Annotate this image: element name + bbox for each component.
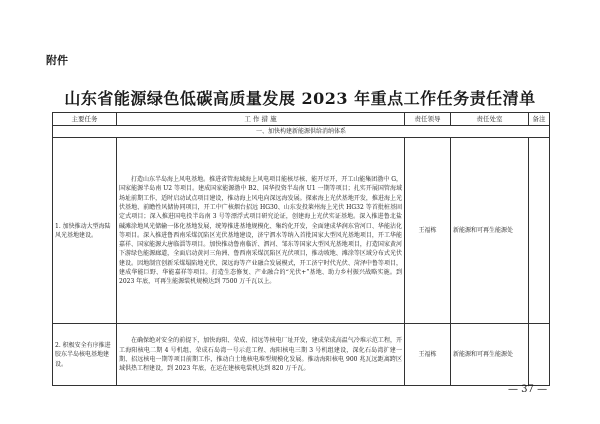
section-title: 一、加快构建新能源供给消纳体系 xyxy=(53,126,550,138)
note-cell xyxy=(529,324,550,386)
task-cell: 2. 积极安全有序推进胶东半岛核电基地建设。 xyxy=(53,324,117,386)
table-header-row xyxy=(53,113,550,126)
measure-cell: 在确保绝对安全的前提下，加快海阳、荣成、招远等核电厂址开发，建成荣成高温气冷堆示范工程，开工海阳核电二期 4 号机组、荣成石岛湾一号示范工程、海阳核电三期 3 号机组建设，深化石岛湾扩建一期、招远核电一期等项目前期工作，推动白土地核电堆型规模化发展。推动海阳核电 900 兆瓦远距离跨区域供热工程建设，到 2023 年底，在运在建核电装机达到 820 万千瓦。 xyxy=(117,324,405,386)
header-task: 主要任务 xyxy=(53,113,117,126)
leader-cell: 王福栋 xyxy=(405,138,451,324)
document-title: 山东省能源绿色低碳高质量发展 2023 年重点工作任务责任清单 xyxy=(64,89,536,108)
note-cell xyxy=(529,138,550,324)
header-note: 备注 xyxy=(529,113,550,126)
header-leader: 责任领导 xyxy=(405,113,451,126)
attachment-label: 附件 xyxy=(46,54,68,67)
leader-cell: 王福栋 xyxy=(405,324,451,386)
responsibility-table xyxy=(52,112,550,386)
table-row xyxy=(53,138,550,324)
section-row xyxy=(53,126,550,138)
office-cell: 新能源和可再生能源处 xyxy=(451,324,529,386)
table-row xyxy=(53,324,550,386)
office-cell: 新能源和可再生能源处 xyxy=(451,138,529,324)
page-number: — 37 — xyxy=(508,384,548,395)
header-measure: 工 作 措 施 xyxy=(117,113,405,126)
measure-cell: 打造山东半岛海上风电基地。推进省管海域海上风电项目能核尽核、能开尽开，开工山能集团渤中 G，国家能源半岛南 U2 等项目。建成国家能源渤中 B2、国华投资半岛南 U1 一期等项目；扎实开展国管海域场址前期工作，适时启动试点项目建设，推动海上风电向深远海发展。探索海上光伏基地开发，推进海上光伏基地、前瞻性风储协同项目，开工中广核烟台招远 HG30、山东发投莱州海上光伏 HG32 等首批桩基固定式项目；深入推进国电投半岛南 3 号等漂浮式项目研究论证，创建海上光伏实证基地。深入推进鲁北盐碱滩涂地风光储输一体化基地发展，统筹推进基地规模化、集约化开发，全面建成华润东营河口、华能沾化等项目。深入推进鲁西南采煤沉陷区光伏基地建设，济宁泗水等纳入首批国家大型风光基地项目，开工华能嘉祥、国家能源大唐临淄等项目。加快推动鲁南临沂、泗河、邹东等国家大型风光基地项目，打造国家黄河下游绿色能源廊道，全面启动黄河三角洲、鲁西南采煤沉陷区光伏项目，推动坡地、滩涂等区域分布式光伏建设。因地制宜创新采煤塌陷地光伏、深远海等产业融合发展模式，开工济宁时代光伏、菏泽中鲁等项目，建成华能巨野、华能嘉祥等项目。打造生态修复、产业融合的“光伏+”基地、助力乡村振兴战略实施。到 2023 年底，可再生能源装机规模达到 7500 万千瓦以上。 xyxy=(117,138,405,324)
header-office: 责任处室 xyxy=(451,113,529,126)
task-cell: 1. 加快推动大型海陆风光基地建设。 xyxy=(53,138,117,324)
